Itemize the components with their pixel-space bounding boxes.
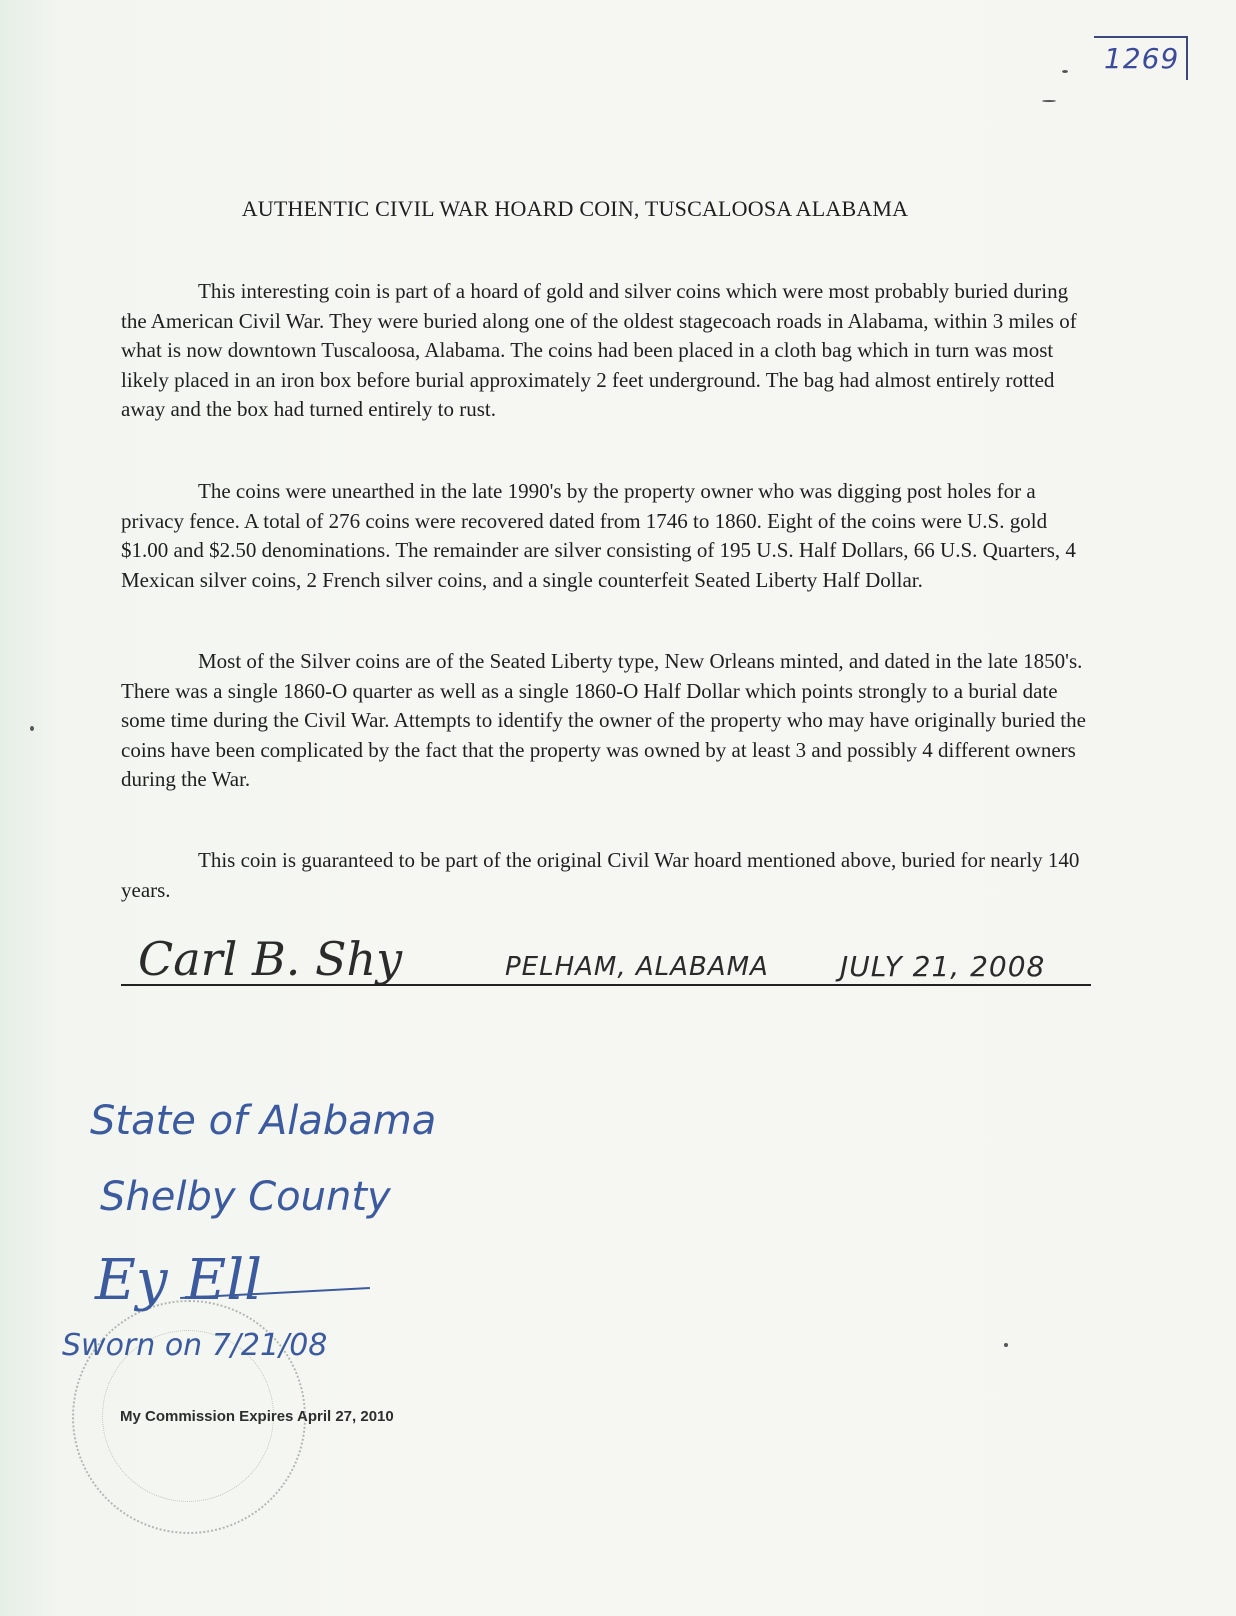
scan-speck [1042, 100, 1056, 102]
paragraph-3: Most of the Silver coins are of the Seated Liberty type, New Orleans minted, and dated in the late 1850's. There was a single 1860-O quarter as well as a single 1860-O Half Dollar which points strongly to a burial date some time during the Civil War. Attempts to identify the owner of the property who may have originally buried the coins have been complicated by the fact that the property was owned by at least 3 and possibly 4 different owners during the War. [121, 649, 1086, 791]
signature-date: JULY 21, 2008 [840, 950, 1046, 983]
paragraph-2: The coins were unearthed in the late 1990's by the property owner who was digging post holes for a privacy fence. A total of 276 coins were recovered dated from 1746 to 1860. Eight of the coins were U.S. gold $1.00 and $2.50 denominations. The remainder are silver consisting of 195 U.S. Half Dollars, 66 U.S. Quarters, 4 Mexican silver coins, 2 French silver coins, and a single counterfeit Seated Liberty Half Dollar. [121, 479, 1076, 592]
paragraph-4: This coin is guaranteed to be part of the original Civil War hoard mentioned above, buried for nearly 140 years. [121, 848, 1080, 902]
scan-speck [1004, 1343, 1008, 1347]
signature-line [121, 984, 1091, 986]
sworn-date: Sworn on 7/21/08 [62, 1328, 328, 1363]
paragraph-1: This interesting coin is part of a hoard of gold and silver coins which were most probably buried during the American Civil War. They were buried along one of the oldest stagecoach roads in Alabama, within 3 miles of what is now downtown Tuscaloosa, Alabama. The coins had been placed in a cloth bag which in turn was most likely placed in an iron box before burial approximately 2 feet underground. The bag had almost entirely rotted away and the box had turned entirely to rust. [121, 279, 1077, 421]
signer-signature: Carl B. Shy [138, 932, 403, 986]
document-number-stamp [1094, 36, 1188, 80]
notary-county: Shelby County [100, 1174, 391, 1220]
scan-speck [30, 726, 34, 731]
document-title: AUTHENTIC CIVIL WAR HOARD COIN, TUSCALOOSA ALABAMA [241, 196, 909, 221]
notary-signature: Ey Ell [95, 1248, 263, 1313]
commission-expiry: My Commission Expires April 27, 2010 [120, 1408, 394, 1425]
signature-place: PELHAM, ALABAMA [505, 952, 769, 982]
document-number: 1269 [1104, 42, 1180, 75]
scan-speck [1062, 70, 1068, 73]
notary-state: State of Alabama [90, 1098, 437, 1144]
